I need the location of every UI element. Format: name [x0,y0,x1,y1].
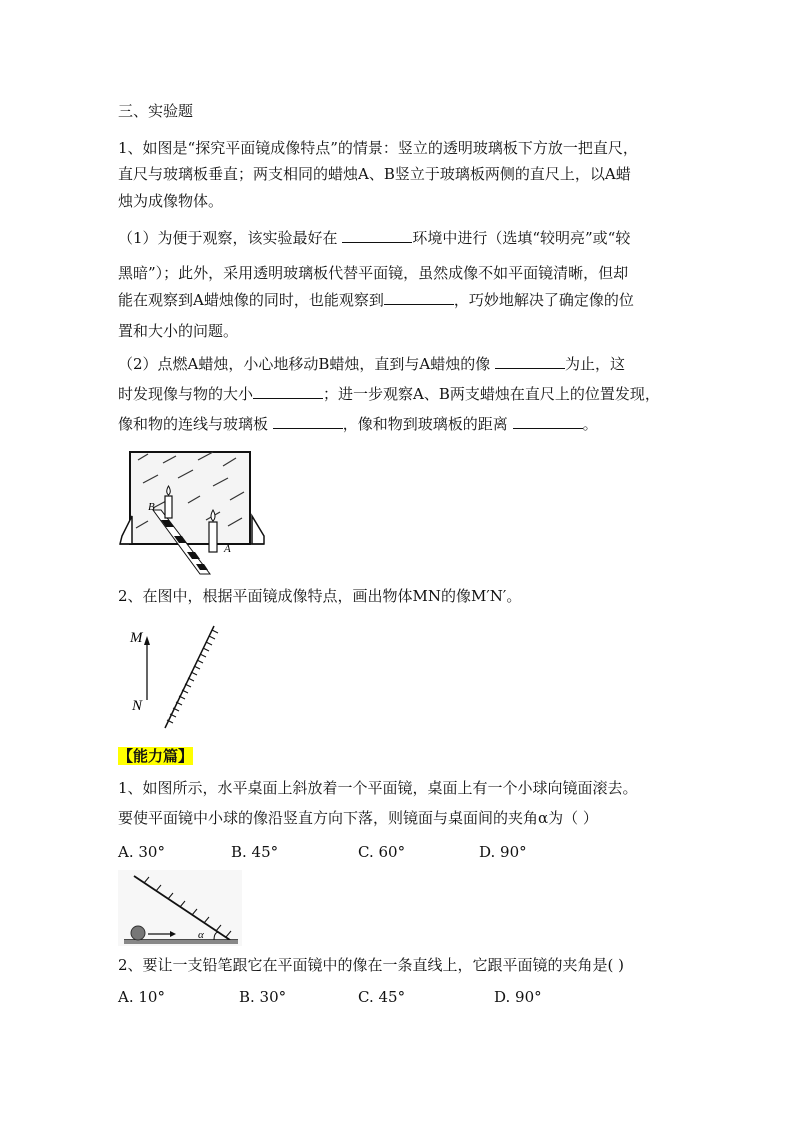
glass-plate-candle-figure [118,448,268,578]
arrow-head [144,636,150,645]
table-edge [124,940,238,944]
candle-b [165,496,172,518]
q1-part2-line-3: 像和物的连线与玻璃板 ，像和物到玻璃板的距离 。 [118,415,598,433]
option-a[interactable]: A. 10° [118,988,165,1006]
option-b[interactable]: B. 45° [231,843,279,861]
ball-mirror-figure [118,870,242,946]
answer-blank-5[interactable] [273,414,343,429]
section-title: 三、实验题 [118,102,194,120]
q1-line-1: 1、如图是“探究平面镜成像特点”的情景：竖立的透明玻璃板下方放一把直尺， [118,139,638,157]
q1-part1-line-1: （1）为便于观察，该实验最好在 环境中进行（选填“较明亮”或“较 [118,229,631,247]
ability-q1-options [118,842,527,862]
answer-blank-3[interactable] [495,354,565,369]
option-a[interactable]: A. 30° [118,843,165,861]
ability-q2-options [118,987,542,1007]
flame-a [211,510,215,521]
option-c[interactable]: C. 45° [358,988,406,1006]
q1-part2-line-1: （2）点燃A蜡烛，小心地移动B蜡烛，直到与A蜡烛的像 为止，这 [118,355,626,373]
q2-text: 2、在图中，根据平面镜成像特点，画出物体MN的像M′N′。 [118,587,522,605]
option-d[interactable]: D. 90° [479,843,527,861]
mirror-hatching [167,630,218,723]
q1-part2-line-2: 时发现像与物的大小 ；进一步观察A、B两支蜡烛在直尺上的位置发现， [118,385,660,403]
left-stand [120,516,132,544]
ability-q1-line-1: 1、如图所示，水平桌面上斜放着一个平面镜，桌面上有一个小球向镜面滚去。 [118,779,638,797]
answer-blank-1[interactable] [342,228,412,243]
q1-line-3: 烛为成像物体。 [118,192,224,210]
alpha-label: α [198,929,204,941]
ability-header: 【能力篇】 [118,747,194,765]
label-a: A [224,543,231,555]
label-b: B [148,501,155,513]
answer-blank-4[interactable] [253,384,323,399]
glass-plate [130,452,250,544]
q1-part1-line-2: 黑暗”）；此外，采用透明玻璃板代替平面镜，虽然成像不如平面镜清晰，但却 [118,264,629,282]
option-d[interactable]: D. 90° [494,988,542,1006]
right-stand [252,516,264,544]
label-m: M [130,630,143,646]
q1-part1-line-4: 置和大小的问题。 [118,322,239,340]
q1-part1-line-3: 能在观察到A蜡烛像的同时，也能观察到 ，巧妙地解决了确定像的位 [118,291,634,309]
flame-b [167,486,171,495]
mirror-mn-figure [118,620,228,735]
ball [131,926,145,940]
answer-blank-6[interactable] [513,414,583,429]
label-n: N [132,698,143,714]
q1-line-2: 直尺与玻璃板垂直；两支相同的蜡烛A、B竖立于玻璃板两侧的直尺上，以A蜡 [118,165,631,183]
answer-blank-2[interactable] [384,290,454,305]
ability-q1-line-2: 要使平面镜中小球的像沿竖直方向下落，则镜面与桌面间的夹角α为（ ） [118,809,598,827]
ability-q2-line-1: 2、要让一支铅笔跟它在平面镜中的像在一条直线上，它跟平面镜的夹角是( ) [118,956,625,974]
mirror-line [165,626,214,728]
candle-a [209,522,217,552]
option-b[interactable]: B. 30° [239,988,287,1006]
option-c[interactable]: C. 60° [358,843,406,861]
